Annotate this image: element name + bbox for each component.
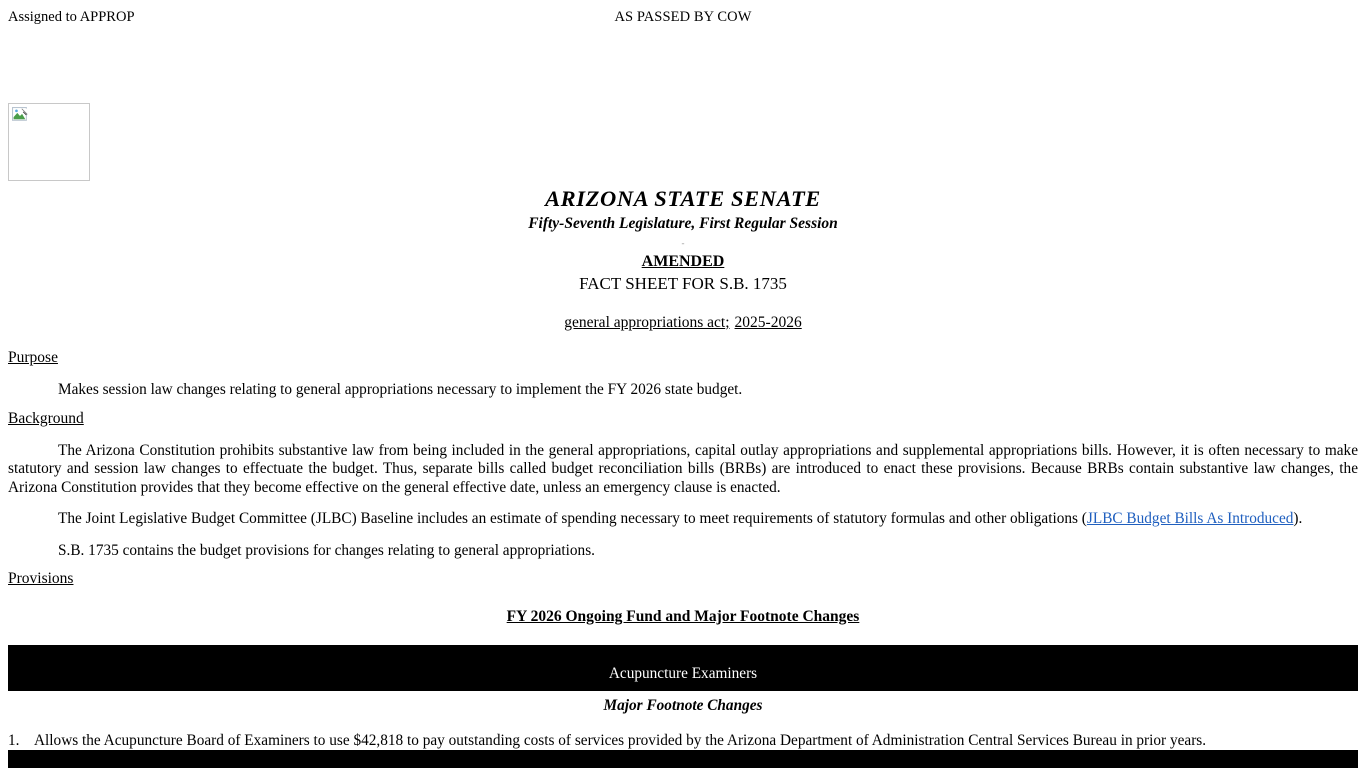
jlbc-budget-bills-link[interactable]: JLBC Budget Bills As Introduced	[1086, 510, 1294, 527]
footnote-text: Allows the Acupuncture Board of Examiners to use $42,818 to pay outstanding costs of services provided by the Arizona Department of Administration Central Services Bureau in prior years.	[34, 732, 1207, 749]
section-heading-purpose: Purpose	[8, 349, 58, 366]
broken-image-icon	[12, 107, 29, 124]
document-body	[8, 347, 1358, 627]
background-paragraph-3: S.B. 1735 contains the budget provisions for changes relating to general appropriations.	[58, 541, 595, 559]
title-block	[0, 186, 1366, 295]
footnote-list-item	[8, 731, 1358, 750]
bill-subject-separator: ;	[725, 314, 730, 331]
amended-label: AMENDED	[641, 253, 725, 270]
bill-subject-years: 2025-2026	[734, 314, 802, 331]
footnote-number: 1.	[8, 732, 20, 749]
purpose-paragraph: Makes session law changes relating to general appropriations necessary to implement the FY 2026 state budget.	[58, 381, 743, 398]
spacer	[8, 560, 1358, 568]
bill-status-label: AS PASSED BY COW	[614, 9, 752, 25]
section-heading-background: Background	[8, 409, 84, 427]
next-agency-banner	[8, 750, 1358, 768]
agency-banner	[8, 645, 1358, 691]
page-title: ARIZONA STATE SENATE	[545, 186, 821, 211]
major-footnote-changes-subheading: Major Footnote Changes	[603, 697, 763, 714]
background-paragraph-2-text-before: The Joint Legislative Budget Committee (JLBC) Baseline includes an estimate of spending necessary to meet requirements of statutory formulas and other obligations (	[58, 510, 1087, 527]
bill-subject-text: general appropriations act	[564, 314, 726, 331]
background-paragraph-2	[8, 510, 1358, 529]
section-heading-provisions: Provisions	[8, 570, 74, 587]
bill-subject-line	[0, 313, 1366, 333]
background-paragraph-1: The Arizona Constitution prohibits substantive law from being included in the general appropriations, capital outlay appropriations and supplemental appropriations bills. However, it is often necessary to make statutory and session law changes to effectuate the budget. Thus, separate bills called budget reconciliation bills (BRBs) are introduced to enact these provisions. Because BRBs contain substantive law changes, the Arizona Constitution provides that they become effective on the general effective date, unless an emergency clause is enacted.	[8, 441, 1358, 496]
legislature-session-label: Fifty-Seventh Legislature, First Regular Session	[528, 215, 838, 232]
spacer	[8, 400, 1358, 408]
fact-sheet-title: FACT SHEET FOR S.B. 1735	[579, 274, 787, 293]
background-paragraph-2-text-after: ).	[1293, 510, 1303, 527]
assigned-to-label: Assigned to APPROP	[8, 9, 135, 25]
provisions-table-title: FY 2026 Ongoing Fund and Major Footnote Changes	[506, 608, 860, 625]
agency-name-label: Acupuncture Examiners	[608, 665, 758, 682]
senate-seal-image-placeholder	[8, 103, 90, 181]
document-header	[8, 8, 1358, 28]
divider-dash: -	[681, 238, 685, 248]
